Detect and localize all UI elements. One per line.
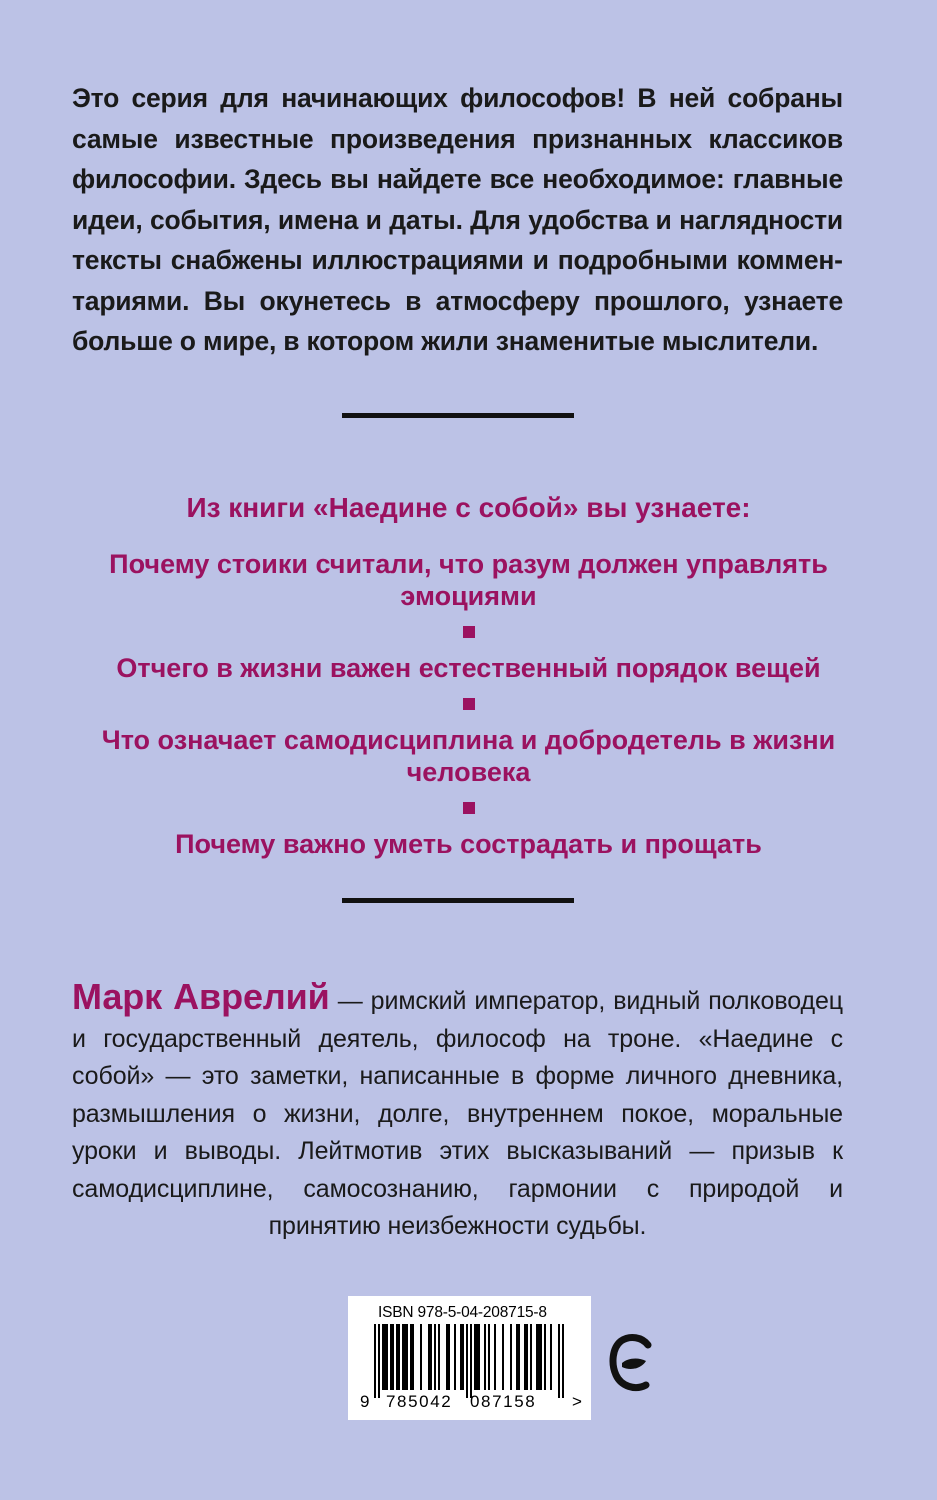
barcode-bar (510, 1324, 512, 1390)
barcode-bar (538, 1324, 540, 1390)
barcode-bar (420, 1324, 422, 1390)
barcode-bar (428, 1324, 430, 1390)
barcode-bar (462, 1324, 464, 1390)
barcode-digits-right: 087158 (470, 1392, 537, 1411)
square-bullet-icon (463, 802, 475, 814)
barcode-bar (544, 1324, 546, 1390)
learn-section (60, 490, 877, 860)
barcode-bar (526, 1324, 528, 1390)
isbn-label: ISBN 978-5-04-208715-8 (378, 1304, 547, 1321)
barcode-bar (398, 1324, 400, 1390)
barcode-bar (476, 1324, 478, 1390)
barcode-bar (536, 1324, 538, 1390)
series-description-text: Это серия для начинающих философов! В ней собраны самые известные произведения признанных классиков философии. Здесь вы найдете все необходимое: главные идеи, события, имена и даты. Для удобства и наглядности тексты снабжены иллюстрациями и подробными комментариями. Вы окунетесь в атмосферу прошлого, узнаете больше о мире, в котором жили знаменитые мыслители. (72, 83, 843, 356)
barcode-arrow: > (572, 1392, 582, 1411)
learn-item: Отчего в жизни важен естественный порядок вещей (116, 653, 821, 683)
barcode-bar (558, 1324, 560, 1398)
barcode-bar (446, 1324, 448, 1390)
barcode-bar (374, 1324, 376, 1398)
barcode (348, 1296, 591, 1420)
barcode-bar (404, 1324, 406, 1390)
barcode-bar (516, 1324, 518, 1390)
barcode-bar (478, 1324, 480, 1390)
barcode-bar (438, 1324, 440, 1390)
square-bullet-icon (463, 626, 475, 638)
barcode-bar (460, 1324, 462, 1390)
barcode-bar (390, 1324, 392, 1390)
barcode-bar (406, 1324, 408, 1390)
barcode-bar (540, 1324, 542, 1390)
barcode-bar (488, 1324, 490, 1390)
barcode-bar (474, 1324, 476, 1390)
square-bullet-icon (463, 698, 475, 710)
barcode-bar (402, 1324, 404, 1390)
eksmo-logo-icon (608, 1331, 656, 1395)
barcode-bar (524, 1324, 526, 1390)
series-description (72, 78, 843, 362)
barcode-bar (430, 1324, 432, 1390)
learn-item: Почему стоики считали, что разум должен управлять эмоциями (109, 549, 828, 611)
barcode-bar (396, 1324, 398, 1390)
barcode-digit-first: 9 (360, 1392, 370, 1411)
barcode-bar (530, 1324, 532, 1390)
barcode-bar (562, 1324, 564, 1398)
barcode-bar (470, 1324, 472, 1398)
author-description (72, 978, 843, 1246)
divider-bottom (342, 898, 574, 903)
barcode-digits-left: 785042 (386, 1392, 453, 1411)
author-name: Марк Аврелий (72, 976, 330, 1017)
barcode-bar (434, 1324, 436, 1390)
barcode-bar (392, 1324, 394, 1390)
barcode-bar (518, 1324, 520, 1390)
barcode-bar (382, 1324, 384, 1390)
barcode-bar (466, 1324, 468, 1398)
barcode-bar (454, 1324, 456, 1390)
learn-item: Что означает самодисциплина и добродетель в жизни человека (101, 725, 836, 787)
learn-title: Из книги «Наедине с собой» вы узнаете: (186, 492, 751, 523)
barcode-bar (502, 1324, 504, 1390)
author-description-text: — римский император, видный полководец и государственный деятель, философ на троне. «Наедине с собой» — это заметки, написанные в форме личного дневника, размышления о жизни, долге, внутреннем покое, моральные уроки и выводы. Лейтмотив этих высказываний — призыв к самодисциплине, самосознанию, гармонии с природой и принятию неизбежности судьбы. (72, 987, 843, 1240)
barcode-bar (412, 1324, 414, 1390)
barcode-bar (384, 1324, 386, 1390)
barcode-bar (484, 1324, 486, 1390)
barcode-bar (448, 1324, 450, 1390)
barcode-bar (494, 1324, 496, 1390)
barcode-bar (410, 1324, 412, 1390)
barcode-bar (550, 1324, 552, 1390)
barcode-bar (378, 1324, 380, 1398)
divider-top (342, 413, 574, 418)
learn-item: Почему важно уметь сострадать и прощать (175, 829, 762, 859)
barcode-bar (386, 1324, 388, 1390)
